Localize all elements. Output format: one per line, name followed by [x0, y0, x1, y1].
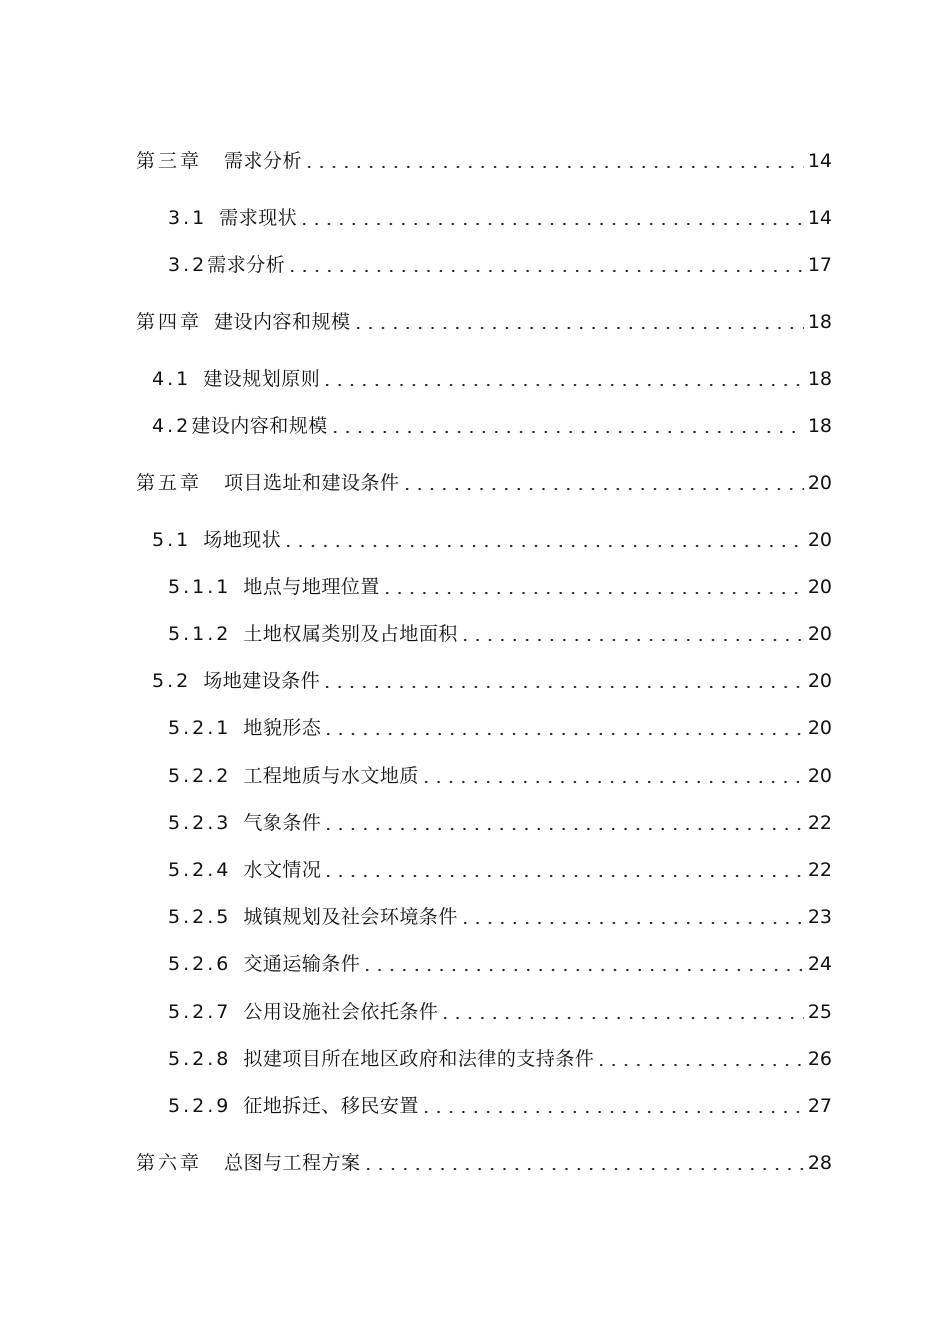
toc-entry-page: 26	[807, 1048, 832, 1070]
toc-dot-leader	[322, 732, 804, 736]
toc-entry-5-1-2[interactable]	[0, 617, 832, 647]
toc-entry-page: 20	[807, 576, 832, 598]
toc-entry-number: 5.2.1	[168, 717, 232, 739]
toc-entry-number: 5.2.2	[168, 765, 232, 787]
toc-entry-5-2-2[interactable]	[0, 759, 832, 789]
toc-entry-page: 22	[807, 812, 832, 834]
toc-dot-leader	[361, 968, 804, 972]
toc-entry-number: 第五章	[136, 472, 203, 494]
toc-dot-leader	[282, 544, 804, 548]
toc-entry-5-2-8[interactable]	[0, 1042, 832, 1072]
toc-dot-leader	[459, 921, 804, 925]
toc-dot-leader	[352, 326, 804, 330]
toc-entry-chapter-6[interactable]	[0, 1146, 832, 1176]
toc-entry-chapter-5[interactable]	[0, 466, 832, 496]
toc-entry-3-1[interactable]	[0, 201, 832, 231]
toc-entry-5-2-1[interactable]	[0, 711, 832, 741]
toc-entry-5-2-7[interactable]	[0, 995, 832, 1025]
toc-entry-title: 建设内容和规模	[214, 311, 351, 333]
toc-entry-page: 14	[807, 150, 832, 172]
toc-entry-title: 场地建设条件	[203, 670, 321, 692]
toc-entry-title: 建设内容和规模	[191, 415, 328, 437]
toc-entry-title: 交通运输条件	[243, 953, 361, 975]
toc-entry-page: 18	[807, 415, 832, 437]
toc-entry-page: 20	[807, 765, 832, 787]
toc-entry-title: 需求分析	[207, 254, 286, 276]
toc-entry-5-2-9[interactable]	[0, 1089, 832, 1119]
toc-entry-page: 20	[807, 717, 832, 739]
toc-entry-number: 3.2	[168, 254, 208, 276]
toc-dot-leader	[439, 1016, 804, 1020]
toc-entry-page: 18	[807, 311, 832, 333]
toc-entry-title: 需求分析	[224, 150, 303, 172]
toc-entry-title: 需求现状	[219, 207, 298, 229]
toc-dot-leader	[321, 685, 804, 689]
toc-entry-5-1[interactable]	[0, 523, 832, 553]
toc-entry-title: 公用设施社会依托条件	[243, 1001, 439, 1023]
toc-entry-page: 20	[807, 472, 832, 494]
toc-entry-title: 征地拆迁、移民安置	[243, 1095, 419, 1117]
toc-entry-5-1-1[interactable]	[0, 570, 832, 600]
toc-entry-page: 20	[807, 529, 832, 551]
toc-entry-page: 22	[807, 859, 832, 881]
toc-entry-title: 总图与工程方案	[224, 1152, 361, 1174]
toc-entry-title: 水文情况	[243, 859, 322, 881]
toc-entry-title: 土地权属类别及占地面积	[243, 623, 458, 645]
toc-entry-page: 17	[807, 254, 832, 276]
toc-entry-number: 5.2.6	[168, 953, 232, 975]
toc-entry-number: 第三章	[136, 150, 203, 172]
toc-entry-5-2[interactable]	[0, 664, 832, 694]
toc-entry-number: 5.1.1	[168, 576, 232, 598]
toc-dot-leader	[286, 269, 804, 273]
toc-entry-title: 气象条件	[243, 812, 322, 834]
toc-entry-title: 地貌形态	[243, 717, 322, 739]
toc-dot-leader	[329, 430, 804, 434]
toc-entry-number: 4.1	[152, 368, 192, 390]
toc-entry-number: 5.2.7	[168, 1001, 232, 1023]
toc-dot-leader	[595, 1063, 804, 1067]
toc-entry-number: 4.2	[152, 415, 192, 437]
toc-entry-page: 27	[807, 1095, 832, 1117]
toc-entry-page: 14	[807, 207, 832, 229]
toc-entry-number: 3.1	[168, 207, 208, 229]
toc-entry-title: 拟建项目所在地区政府和法律的支持条件	[243, 1048, 595, 1070]
toc-dot-leader	[420, 1110, 804, 1114]
toc-entry-page: 18	[807, 368, 832, 390]
toc-entry-number: 第六章	[136, 1152, 203, 1174]
toc-entry-number: 5.2.8	[168, 1048, 232, 1070]
toc-entry-3-2[interactable]	[0, 248, 832, 278]
toc-entry-4-1[interactable]	[0, 362, 832, 392]
toc-entry-number: 5.2.3	[168, 812, 232, 834]
toc-entry-title: 场地现状	[203, 529, 282, 551]
toc-dot-leader	[322, 874, 804, 878]
toc-entry-title: 城镇规划及社会环境条件	[243, 906, 458, 928]
toc-entry-number: 5.1.2	[168, 623, 232, 645]
toc-entry-page: 24	[807, 953, 832, 975]
toc-entry-5-2-6[interactable]	[0, 947, 832, 977]
toc-dot-leader	[298, 222, 804, 226]
toc-entry-number: 5.2.9	[168, 1095, 232, 1117]
toc-entry-page: 20	[807, 623, 832, 645]
toc-entry-chapter-3[interactable]	[0, 144, 832, 174]
toc-entry-title: 项目选址和建设条件	[224, 472, 400, 494]
toc-dot-leader	[459, 638, 804, 642]
toc-dot-leader	[362, 1167, 804, 1171]
toc-entry-page: 25	[807, 1001, 832, 1023]
toc-dot-leader	[381, 591, 804, 595]
toc-entry-page: 20	[807, 670, 832, 692]
toc-entry-number: 第四章	[136, 311, 203, 333]
toc-entry-number: 5.1	[152, 529, 192, 551]
toc-entry-5-2-4[interactable]	[0, 853, 832, 883]
toc-dot-leader	[322, 827, 804, 831]
toc-entry-page: 23	[807, 906, 832, 928]
toc-dot-leader	[321, 383, 804, 387]
toc-entry-5-2-5[interactable]	[0, 900, 832, 930]
toc-entry-number: 5.2	[152, 670, 192, 692]
toc-entry-page: 28	[807, 1152, 832, 1174]
toc-dot-leader	[420, 780, 804, 784]
toc-entry-number: 5.2.5	[168, 906, 232, 928]
toc-dot-leader	[401, 487, 804, 491]
toc-entry-title: 工程地质与水文地质	[243, 765, 419, 787]
toc-entry-5-2-3[interactable]	[0, 806, 832, 836]
toc-entry-4-2[interactable]	[0, 409, 832, 439]
toc-entry-title: 建设规划原则	[203, 368, 321, 390]
toc-dot-leader	[303, 165, 804, 169]
toc-entry-title: 地点与地理位置	[243, 576, 380, 598]
toc-entry-number: 5.2.4	[168, 859, 232, 881]
toc-entry-chapter-4[interactable]	[0, 305, 832, 335]
